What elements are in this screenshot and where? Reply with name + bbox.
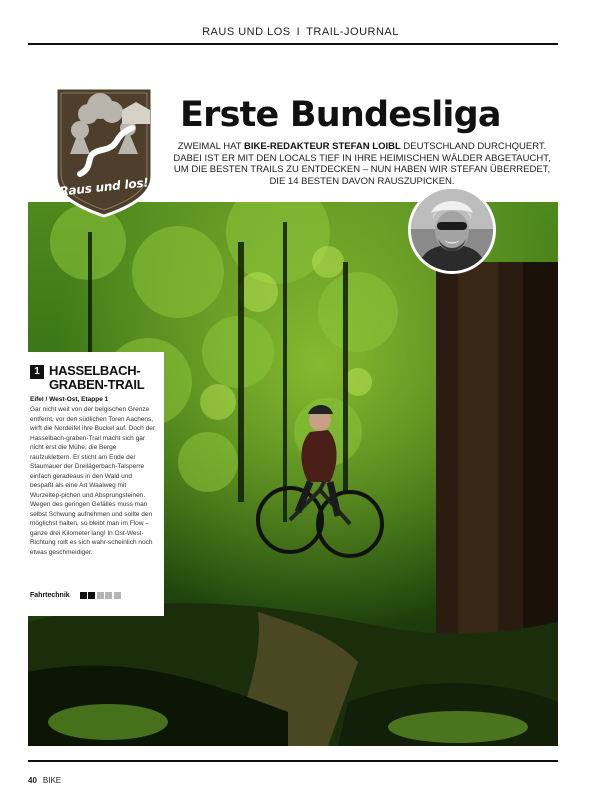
trail-name: HASSELBACH-GRABEN-TRAIL xyxy=(49,363,145,392)
technique-label: Fahrtechnik xyxy=(30,592,70,599)
badge-label: Raus und los! xyxy=(58,175,150,199)
header-separator: I xyxy=(296,26,301,38)
page-footer xyxy=(28,776,61,785)
intro-text-1: ZWEIMAL HAT xyxy=(177,141,245,152)
trail-description: Gar nicht weit von der belgischen Grenze entfernt, vor den südlichen Toren Aachens, wirft die Nordeifel ihre Buckel auf. Doch der Hasselbach-graben-Trail macht sich gar nicht erst die Mühe, die Berge raufzuklettern. Er sticht am Ende der Staumauer der Dreilägerbach-Talsperre einfach geradeaus in den Wald und bespaßt als eine Art Waalweg mit Wurzeltep-pichen und Absprungsteinen. Wegen des geringen Gefälles muss man selbst Schwung aufnehmen und sollte den möglichst halten, so bleibt man im Flow – ganze drei Kilometer lang! In Ost-West-Richtung rollt es sich wahr-scheinlich noch etwas geschmeidiger. xyxy=(30,406,156,556)
article-title: Erste Bundesliga xyxy=(180,95,501,135)
rating-square-empty xyxy=(105,592,112,599)
rating-square-empty xyxy=(97,592,104,599)
footer-rule xyxy=(28,760,558,762)
page-number: 40 xyxy=(28,776,37,785)
page-header xyxy=(0,0,601,46)
rating-square-filled xyxy=(80,592,87,599)
intro-author: BIKE-REDAKTEUR STEFAN LOIBL xyxy=(244,141,401,152)
trail-info-box xyxy=(28,352,164,616)
article-intro xyxy=(166,141,558,187)
rating-square-filled xyxy=(88,592,95,599)
running-head xyxy=(0,26,601,38)
author-avatar xyxy=(408,186,496,274)
raus-und-los-badge xyxy=(52,84,156,220)
trail-heading xyxy=(30,364,156,392)
section-name: RAUS UND LOS xyxy=(202,26,291,38)
rating-square-empty xyxy=(114,592,121,599)
trail-subtitle: Eifel / West-Ost, Etappe 1 xyxy=(30,396,109,403)
intro-text-2: DEUTSCHLAND DURCHQUERT. DABEI IST ER MIT DEN LOCALS TIEF IN IHRE HEIMISCHEN WÄLDER ABGETAUCHT, UM DIE BESTEN TRAILS ZU ENTDECKEN – NUN HABEN WIR STEFAN ÜBERREDET, DIE 14 BESTEN DAVON RAUSZUPICKEN. xyxy=(173,141,551,187)
header-rule xyxy=(28,43,558,45)
technique-rating xyxy=(30,592,122,599)
technique-squares xyxy=(80,592,123,599)
tree-house-path-icon xyxy=(52,84,156,220)
journal-name: TRAIL-JOURNAL xyxy=(306,26,399,38)
magazine-name: BIKE xyxy=(42,776,62,785)
trail-number: 1 xyxy=(30,365,44,379)
